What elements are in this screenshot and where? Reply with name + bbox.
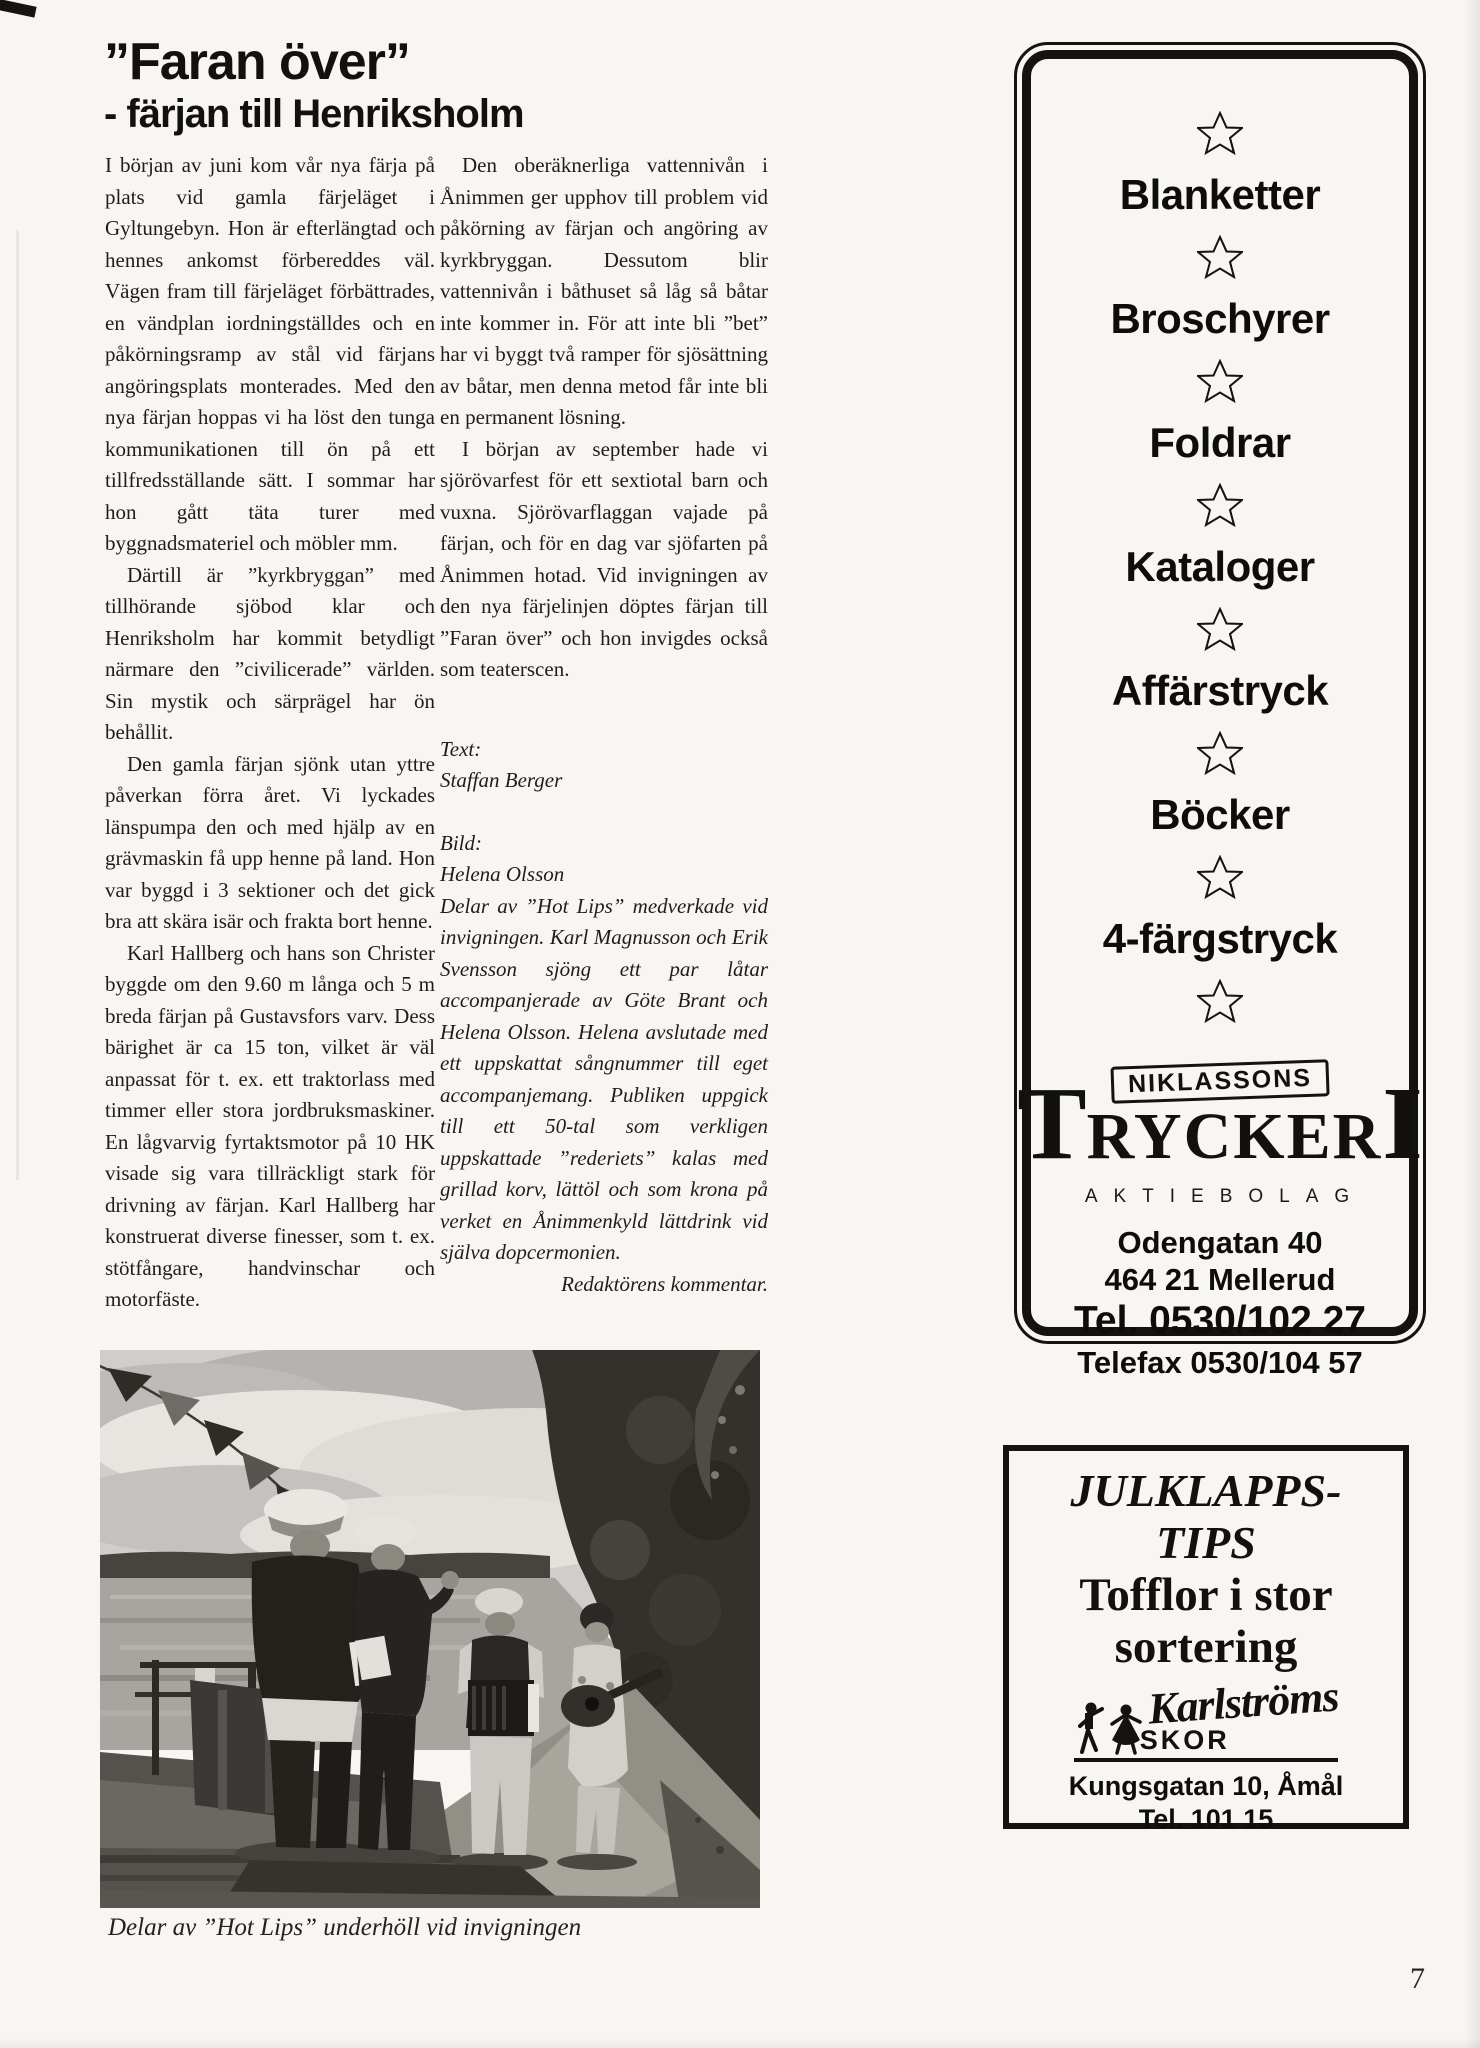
shoe-ad-headline-line2: TIPS bbox=[1156, 1517, 1256, 1568]
body-paragraph: I början av september hade vi sjörövarfest för ett sextiotal barn och vuxna. Sjörövarflaggan vajade på färjan, och för en dag var sjöfarten på Ånimmen hotad. Vid invigningen av den nya färjelinjen döptes färjan till ”Faran över” och hon invigdes också som teaterscen. bbox=[440, 436, 768, 681]
shoe-ad-subline2: sortering bbox=[1114, 1621, 1298, 1673]
shoe-shop-logo-script: Karlströms bbox=[1146, 1671, 1340, 1734]
editor-note: Delar av ”Hot Lips” medverkade vid invigningen. Karl Magnusson och Erik Svensson sjöng ett par låtar accompanjerade av Göte Brant och Helena Olsson. Helena avslutade med ett uppskattat sångnummer till eget accompanjemang. Publiken uppgick till ett 50-tal som verkligen uppskattade ”rederiets” kalas med grillad korv, lättöl och som krona på verket en Ånimmenkyld lättdrink vid själva dopcermonien. bbox=[440, 893, 768, 1264]
photo-caption: Delar av ”Hot Lips” underhöll vid invigningen bbox=[108, 1914, 582, 1941]
editor-note-signature: Redaktörens kommentar. bbox=[561, 1271, 768, 1296]
star-icon bbox=[1197, 607, 1243, 651]
service-item: 4-färgstryck bbox=[1102, 915, 1338, 962]
article-title-line2: - färjan till Henriksholm bbox=[104, 92, 524, 136]
star-icon bbox=[1197, 111, 1243, 155]
star-icon bbox=[1197, 979, 1243, 1023]
star-icon bbox=[1197, 731, 1243, 775]
shoe-shop-logo-word: SKOR bbox=[1139, 1725, 1230, 1755]
ad-printing-house-frame bbox=[1017, 50, 1423, 1380]
body-paragraph: Den oberäknerliga vattennivån i Ånimmen ger upphov till problem vid påkörning av färjan och angöring av kyrkbryggan. Dessutom blir vattennivån i båthuset så låg så båtar inte kommer in. För att inte bli ”bet” har vi byggt två ramper för sjösättning av båtar, men denna metod får inte bli en permanent lösning. bbox=[440, 153, 768, 429]
credit-text-label: Text: bbox=[440, 736, 482, 761]
article-credits bbox=[440, 734, 768, 891]
inauguration-photo bbox=[100, 1350, 760, 1908]
logo-letters-mid: RYCKER bbox=[1086, 1100, 1383, 1173]
shoe-shop-address: Kungsgatan 10, Åmål bbox=[1068, 1771, 1344, 1801]
body-paragraph: Den gamla färjan sjönk utan yttre påverkan förra året. Vi lyckades länspumpa den och med hjälp av en grävmaskin få upp henne på land. Hon var byggd i 3 sektioner och det gick bra att skära isär och frakta bort henne. bbox=[105, 751, 435, 933]
service-item: Böcker bbox=[1150, 791, 1290, 838]
credit-text-name: Staffan Berger bbox=[440, 768, 563, 792]
article-column-1 bbox=[105, 150, 435, 1316]
shoe-shop-phone: Tel. 101 15 bbox=[1138, 1804, 1274, 1834]
service-item: Blanketter bbox=[1119, 171, 1321, 218]
service-item: Foldrar bbox=[1149, 419, 1291, 466]
body-paragraph: Karl Hallberg och hans son Christer byggde om den 9.60 m långa och 5 m breda färjan på Gustavsfors varv. Dess bärighet är ca 15 ton, vilket är väl anpassat för t. ex. ett traktorlass med timmer eller stora jordbruksmaskiner. En lågvarvig fyrtaktsmotor på 10 HK visade sig vara tillräckligt stark för drivning av färjan. Karl Hallberg har konstruerat diverse finesser, som t. ex. stötfångare, handvinschar och motorfäste. bbox=[105, 940, 435, 1311]
logo-letter-i: I bbox=[1382, 1066, 1423, 1181]
shoe-shop-logo bbox=[1074, 1671, 1340, 1762]
address-city: 464 21 Mellerud bbox=[1104, 1262, 1336, 1297]
service-item: Kataloger bbox=[1125, 543, 1315, 590]
article-title bbox=[104, 33, 524, 136]
address-phone: Tel. 0530/102 27 bbox=[1073, 1299, 1366, 1342]
article-column-2 bbox=[440, 150, 768, 1300]
credit-bild-name: Helena Olsson bbox=[440, 862, 565, 886]
credit-bild-label: Bild: bbox=[440, 830, 482, 855]
body-paragraph: Därtill är ”kyrkbryggan” med tillhörande sjöbod klar och Henriksholm har kommit betydligt närmare den ”civilicerade” världen. Sin mystik och särprägel har ön behållit. bbox=[105, 562, 435, 744]
logo-subtitle: AKTIEBOLAG bbox=[1084, 1186, 1366, 1207]
star-icon bbox=[1197, 359, 1243, 403]
star-icon bbox=[1197, 855, 1243, 899]
ad-printing-house bbox=[1014, 42, 1426, 1380]
dancers-icon bbox=[1074, 1700, 1148, 1756]
service-item: Broschyrer bbox=[1110, 295, 1330, 342]
star-icon bbox=[1197, 483, 1243, 527]
scan-artifact-edge bbox=[1464, 0, 1480, 2048]
star-icon bbox=[1197, 235, 1243, 279]
address-fax: Telefax 0530/104 57 bbox=[1077, 1345, 1363, 1380]
shoe-ad-headline-line1: JULKLAPPS- bbox=[1070, 1465, 1342, 1516]
ad-shoe-shop bbox=[1003, 1445, 1409, 1834]
printing-house-logo bbox=[1017, 1063, 1423, 1208]
shoe-ad-subline1: Tofflor i stor bbox=[1079, 1569, 1333, 1621]
scan-artifact-fold bbox=[16, 230, 19, 1180]
scan-artifact-bottom bbox=[0, 2038, 1480, 2048]
page-number: 7 bbox=[1410, 1962, 1425, 1995]
article-title-line1: ”Faran över” bbox=[104, 33, 410, 91]
logo-letter-t: T bbox=[1017, 1066, 1087, 1181]
printing-house-address bbox=[1074, 1224, 1366, 1382]
body-paragraph: I början av juni kom vår nya färja på plats vid gamla färjeläget i Gyltungebyn. Hon är efterlängtad och hennes ankomst förbereddes väl. Vägen fram till färjeläget förbättrades, en vändplan iordningställdes och en påkörningsramp av stål vid färjans angöringsplats monterades. Med den nya färjan hoppas vi ha löst den tunga kommunikationen till ön på ett tillfredsställande sätt. I sommar har hon gått täta turer med byggnadsmateriel och möbler mm. bbox=[105, 153, 435, 555]
scan-artifact-corner bbox=[0, 0, 37, 18]
service-item: Affärstryck bbox=[1111, 667, 1329, 714]
address-street: Odengatan 40 bbox=[1117, 1225, 1323, 1260]
logo-banner: NIKLASSONS bbox=[1110, 1059, 1329, 1104]
